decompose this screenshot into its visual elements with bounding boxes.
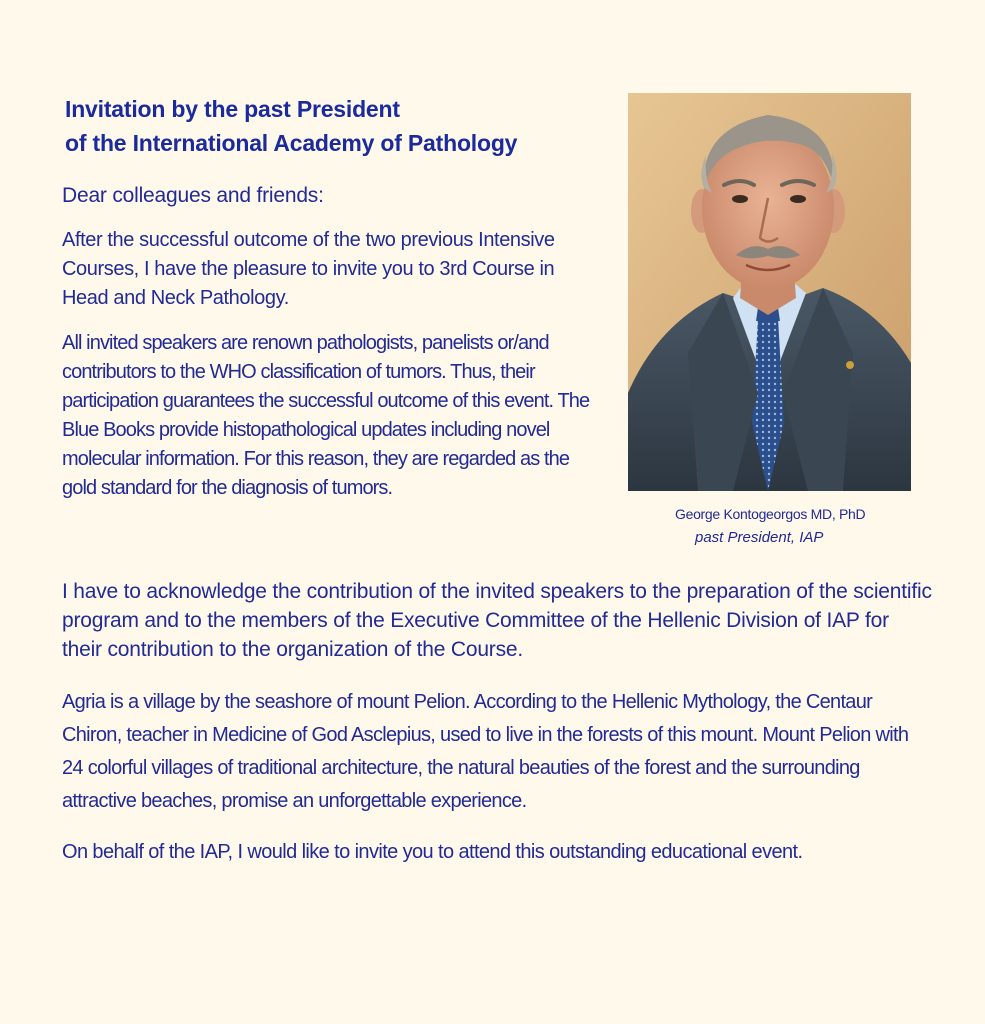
intro-column [62,182,592,519]
paragraph-agria: Agria is a village by the seashore of mount Pelion. According to the Hellenic Mythology, the Centaur Chiron, teacher in Medicine of God Asclepius, used to live in the forests of this mount. Mount Pelion with 24 colorful villages of traditional architecture, the natural beauties of the forest and the surrounding attractive beaches, promise an unforgettable experience. [62,691,909,812]
paragraph-courses: After the successful outcome of the two previous Intensive Courses, I have the pleasure to invite you to 3rd Course in Head and Neck Pathology. [62,229,555,309]
portrait-illustration [628,93,911,491]
title-line-2: of the International Academy of Pathology [65,130,518,156]
body-column [62,577,932,883]
paragraph-closing: On behalf of the IAP, I would like to invite you to attend this outstanding educational event. [62,841,803,863]
greeting: Dear colleagues and friends: [62,184,324,207]
title-line-1: Invitation by the past President [65,96,400,122]
portrait-caption-role: past President, IAP [695,529,824,546]
paragraph-speakers: All invited speakers are renown pathologists, panelists or/and contributors to the WHO classification of tumors. Thus, their participation guarantees the successful outcome of this event. The Blue Books provide histopathological updates including novel molecular information. For this reason, they are regarded as the gold standard for the diagnosis of tumors. [62,332,590,499]
page-title [65,92,605,160]
paragraph-acknowledgement: I have to acknowledge the contribution of the invited speakers to the preparation of the scientific program and to the members of the Executive Committee of the Hellenic Division of IAP for their contribution to the organization of the Course. [62,580,932,661]
portrait-caption-name: George Kontogeorgos MD, PhD [675,506,866,522]
portrait-photo [628,93,911,491]
